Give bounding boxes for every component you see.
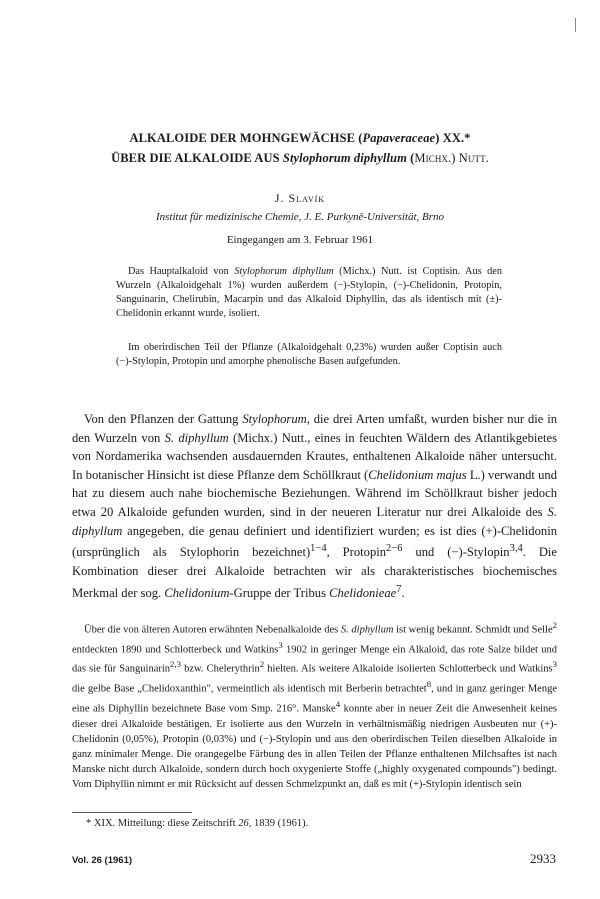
citation: 2	[259, 659, 265, 670]
text: (Michx.) Nutt. ist Coptisin. Aus den Wurzeln (Alkaloidgehalt 1%) wurden außerdem (−)-Stylopin, (−)-Chelidonin, Protopin, Sanguinarin, Chelirubin, Macarpin und das Alkaloid Diphyllin, das als identisch mit (±)-Chelidonin erkannt wurde, isoliert.	[116, 266, 503, 319]
text: und (−)-Stylopin	[402, 545, 510, 560]
title-smallcaps: Michx.	[414, 151, 452, 165]
citation: 1−4	[310, 543, 327, 555]
text: .	[401, 585, 405, 600]
author-name: J. Slavík	[274, 191, 326, 205]
text: bzw. Chelerythrin	[180, 663, 260, 675]
tribus-name: Chelidonieae	[329, 585, 397, 600]
title-text: ÜBER DIE ALKALOIDE AUS	[111, 151, 283, 165]
text: ist wenig bekannt. Schmidt und Selle	[393, 624, 553, 636]
citation: 3	[552, 659, 557, 670]
species-name: S. diphyllum	[164, 430, 229, 445]
citation: 2,3	[170, 659, 181, 670]
text: . Die Kombination dieser drei Alkaloide betrachten wir als charakteristisches biochemisches Merkmal der sog.	[72, 545, 558, 600]
title-italic: Papaveraceae	[362, 131, 436, 145]
title-text: ALKALOIDE DER MOHNGEWÄCHSE (	[129, 131, 363, 145]
received-date: Eingegangen am 3. Februar 1961	[226, 234, 374, 246]
citation: 2	[552, 620, 557, 630]
genus-name: Stylophorum,	[242, 412, 310, 426]
citation: 3	[278, 639, 283, 650]
text: 1902 in geringer Menge ein Alkaloid, das rote Salze bildet und das sie für Sanguinarin	[72, 644, 557, 675]
species-name: Chelidonium majus	[368, 467, 467, 482]
citation: 8	[426, 679, 432, 690]
article-title-line2	[40, 151, 560, 166]
title-smallcaps: Nutt.	[458, 151, 489, 165]
citation: 2−6	[386, 543, 403, 555]
abstract-paragraph-2: Im oberirdischen Teil der Pflanze (Alkaloidgehalt 0,23%) wurden außer Coptisin auch (−)-Stylopin, Protopin und amorphe phenolische Basen aufgefunden.	[116, 342, 502, 367]
text: , Protopin	[326, 545, 387, 560]
volume-label: Vol. 26 (1961)	[72, 855, 133, 866]
article-title-line1	[40, 131, 560, 146]
body-paragraph-1	[72, 410, 557, 602]
text: konnte aber in neuer Zeit die Anwesenheit keines dieser drei Alkaloide bestätigen. Er isolierte aus den Wurzeln in verhältnismäßig niedrigen Ausbeuten nur (+)-Chelidonin (0,05%), Protopin (0,03%) und (−)-Stylopin und aus den oberirdischen Teilen dieselben Alkaloide in ganz minimaler Menge. Die orangegelbe Färbung des in allen Teilen der Pflanze enthaltenen Milchsaftes ist nach Manske nicht durch Alkaloide, sondern durch hoch oxygenierte Stoffe („highly oxygenated compounds") bedingt. Vom Diphyllin nimmt er mit Rücksicht auf dessen Schmelzpunkt an, daß es mit (+)-Stylopin identisch sein	[72, 703, 557, 791]
title-text: )	[451, 151, 459, 165]
species-name: S. diphyllum	[340, 624, 394, 636]
genus-name: Chelidonium	[164, 585, 230, 600]
footnote	[86, 818, 556, 829]
text: die gelbe Base „Chelidoxanthin", vermeintlich als identisch mit Berberin betrachtet	[72, 683, 427, 695]
author-affiliation: Institut für medizinische Chemie, J. E. Purkyně-Universität, Brno	[155, 211, 445, 223]
text: angegeben, die genau definiert und identifiziert wurden; es ist dies (+)-Chelidonin (ursprünglich als Stylophorin bezeichnet)	[72, 523, 557, 560]
species-name: S. diphyllum	[72, 504, 557, 538]
scan-mark	[575, 18, 579, 32]
body-paragraph-2	[72, 618, 557, 793]
text: 1839 (1961).	[251, 818, 309, 829]
volume-number: 26,	[238, 818, 252, 829]
text: L.) verwandt und hat zu diesem auch nahe biochemische Beziehungen. Während im Schöllkraut bisher jedoch etwa 20 Alkaloide gefunden wurden, sind in der neueren Literatur nur drei Alkaloide des	[72, 467, 557, 519]
text: entdeckten 1890 und Schlotterbeck und Watkins	[72, 644, 279, 656]
citation: 7	[396, 583, 402, 595]
title-text: ) XX.*	[435, 131, 471, 145]
text: Das Hauptalkaloid von	[128, 266, 235, 277]
text: , und in ganz geringer Menge eine als Diphyllin bezeichnete Base vom Smp. 216°. Manske	[72, 683, 557, 715]
abstract-paragraph-1	[116, 265, 502, 321]
citation: 3,4	[509, 543, 523, 555]
text: hielten. Als weitere Alkaloide isolierten Schlotterbeck und Watkins	[264, 663, 553, 675]
text: Von den Pflanzen der Gattung	[84, 412, 243, 426]
citation: 4	[335, 698, 341, 709]
text: (Michx.) Nutt., eines in feuchten Wäldern des Atlantikgebietes von Nordamerika wachsenden ausdauernden Krautes, enthaltenen Alkaloide näher untersucht. In botanischer Hinsicht ist diese Pflanze dem Schöllkraut (	[72, 430, 557, 482]
title-text: (	[406, 151, 415, 165]
text: -Gruppe der Tribus	[229, 585, 330, 600]
text: die drei Arten umfaßt, wurden bisher nur die in den Wurzeln von	[72, 412, 558, 445]
text: * XIX. Mitteilung: diese Zeitschrift	[86, 818, 239, 829]
title-italic: Stylophorum diphyllum	[282, 151, 407, 165]
species-name: Stylophorum diphyllum	[234, 266, 334, 277]
footnote-divider	[72, 812, 192, 813]
text: Über die von älteren Autoren erwähnten Nebenalkaloide des	[84, 624, 341, 636]
page-number: 2933	[530, 851, 556, 866]
